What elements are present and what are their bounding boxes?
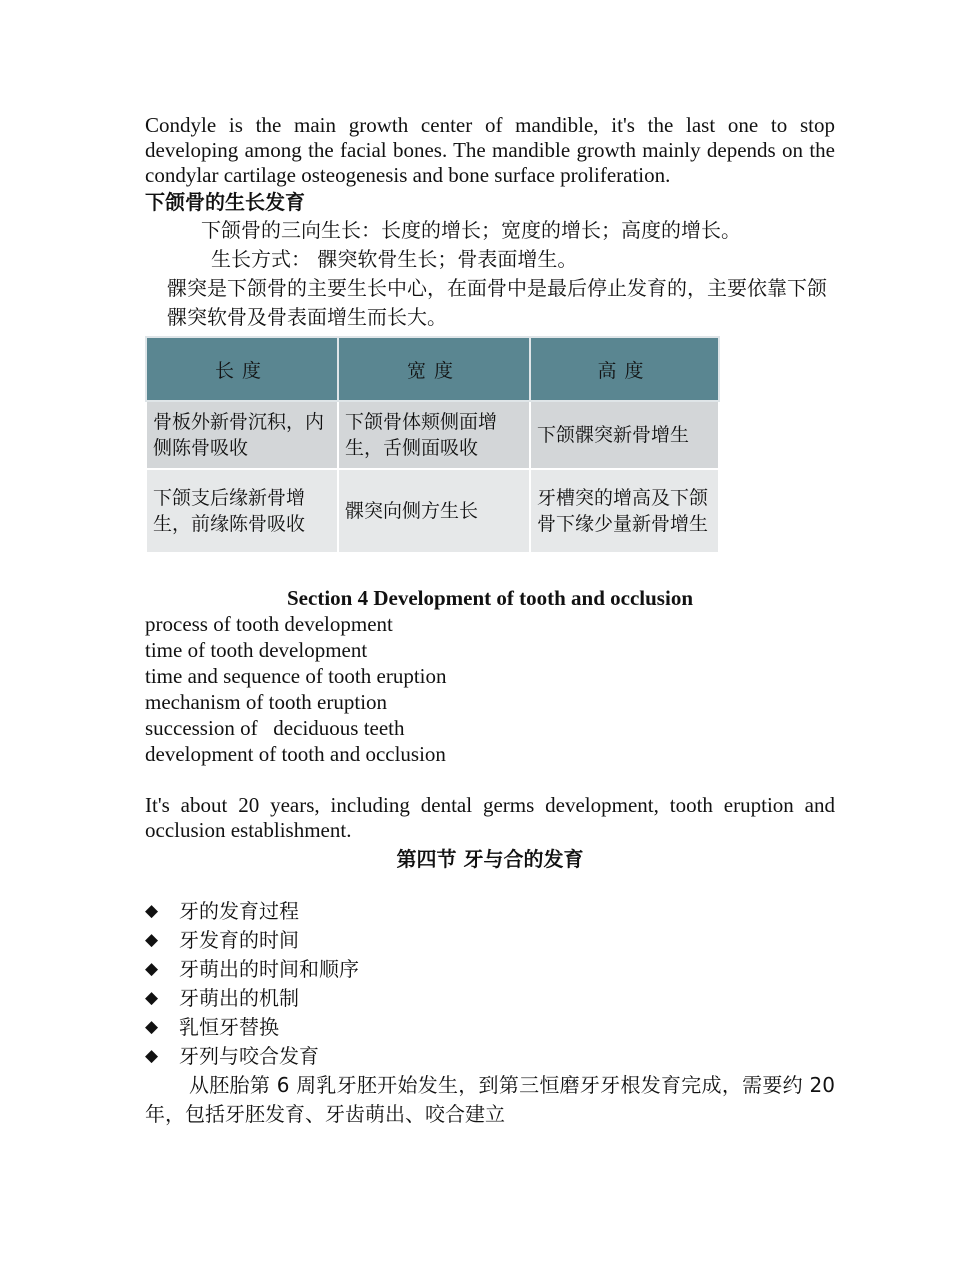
growth-table <box>145 336 720 554</box>
table-cell: 下颌支后缘新骨增生，前缘陈骨吸收 <box>146 469 338 553</box>
section-title-cn: 第四节 牙与合的发育 <box>396 847 584 871</box>
intro-paragraph-en: Condyle is the main growth center of mandible, it's the last one to stop developing among the facial bones. The mandible growth mainly depends on the condylar cartilage osteogenesis and bone surface proliferation. <box>145 113 835 187</box>
table-cell: 下颌髁突新骨增生 <box>530 401 719 469</box>
list-item <box>145 897 835 926</box>
table-cell: 下颌骨体颊侧面增生，舌侧面吸收 <box>338 401 530 469</box>
list-item <box>145 1042 835 1071</box>
diamond-bullet-icon: ◆ <box>145 901 159 921</box>
spacer <box>145 767 835 793</box>
table-row <box>146 469 719 553</box>
list-item-label: 牙萌出的机制 <box>179 986 299 1010</box>
topic-list-en <box>145 611 835 767</box>
document-page <box>145 113 835 1129</box>
table-cell: 骨板外新骨沉积，内侧陈骨吸收 <box>146 401 338 469</box>
growth-three-directions: 下颌骨的三向生长：长度的增长；宽度的增长；高度的增长。 <box>201 218 741 242</box>
diamond-bullet-icon: ◆ <box>145 1046 159 1066</box>
list-item <box>145 1013 835 1042</box>
list-item-label: 牙列与咬合发育 <box>179 1044 319 1068</box>
table-row <box>146 401 719 469</box>
table-cell: 牙槽突的增高及下颌骨下缘少量新骨增生 <box>530 469 719 553</box>
list-item-label: 乳恒牙替换 <box>179 1015 279 1039</box>
table-header-length: 长度 <box>146 337 338 401</box>
list-item: mechanism of tooth eruption <box>145 690 388 714</box>
list-item <box>145 984 835 1013</box>
table-header-row <box>146 337 719 401</box>
list-item <box>145 926 835 955</box>
list-item-label: 牙发育的时间 <box>179 928 299 952</box>
heading-mandible-growth: 下颌骨的生长发育 <box>145 190 305 214</box>
table-cell: 髁突向侧方生长 <box>338 469 530 553</box>
list-item: development of tooth and occlusion <box>145 742 446 766</box>
list-item-label: 牙萌出的时间和顺序 <box>179 957 359 981</box>
growth-mode: 生长方式： 髁突软骨生长；骨表面增生。 <box>211 247 578 271</box>
list-item: process of tooth development <box>145 612 393 636</box>
table-header-width: 宽度 <box>338 337 530 401</box>
condyle-paragraph-cn: 髁突是下颌骨的主要生长中心，在面骨中是最后停止发育的，主要依靠下颌髁突软骨及骨表面增生而长大。 <box>167 276 827 329</box>
section-title-en: Section 4 Development of tooth and occlusion <box>287 586 693 610</box>
diamond-bullet-icon: ◆ <box>145 1017 159 1037</box>
list-item: succession of deciduous teeth <box>145 716 405 740</box>
list-item: time of tooth development <box>145 638 368 662</box>
list-item <box>145 955 835 984</box>
summary-paragraph-en: It's about 20 years, including dental germs development, tooth eruption and occlusion establishment. <box>145 793 835 842</box>
diamond-bullet-icon: ◆ <box>145 930 159 950</box>
list-item: time and sequence of tooth eruption <box>145 664 447 688</box>
diamond-bullet-icon: ◆ <box>145 959 159 979</box>
list-item-label: 牙的发育过程 <box>179 899 299 923</box>
table-header-height: 高度 <box>530 337 719 401</box>
diamond-bullet-icon: ◆ <box>145 988 159 1008</box>
summary-paragraph-cn: 从胚胎第 6 周乳牙胚开始发生，到第三恒磨牙牙根发育完成，需要约 20 年，包括牙胚发育、牙齿萌出、咬合建立 <box>145 1073 835 1126</box>
topic-list-cn <box>145 897 835 1071</box>
